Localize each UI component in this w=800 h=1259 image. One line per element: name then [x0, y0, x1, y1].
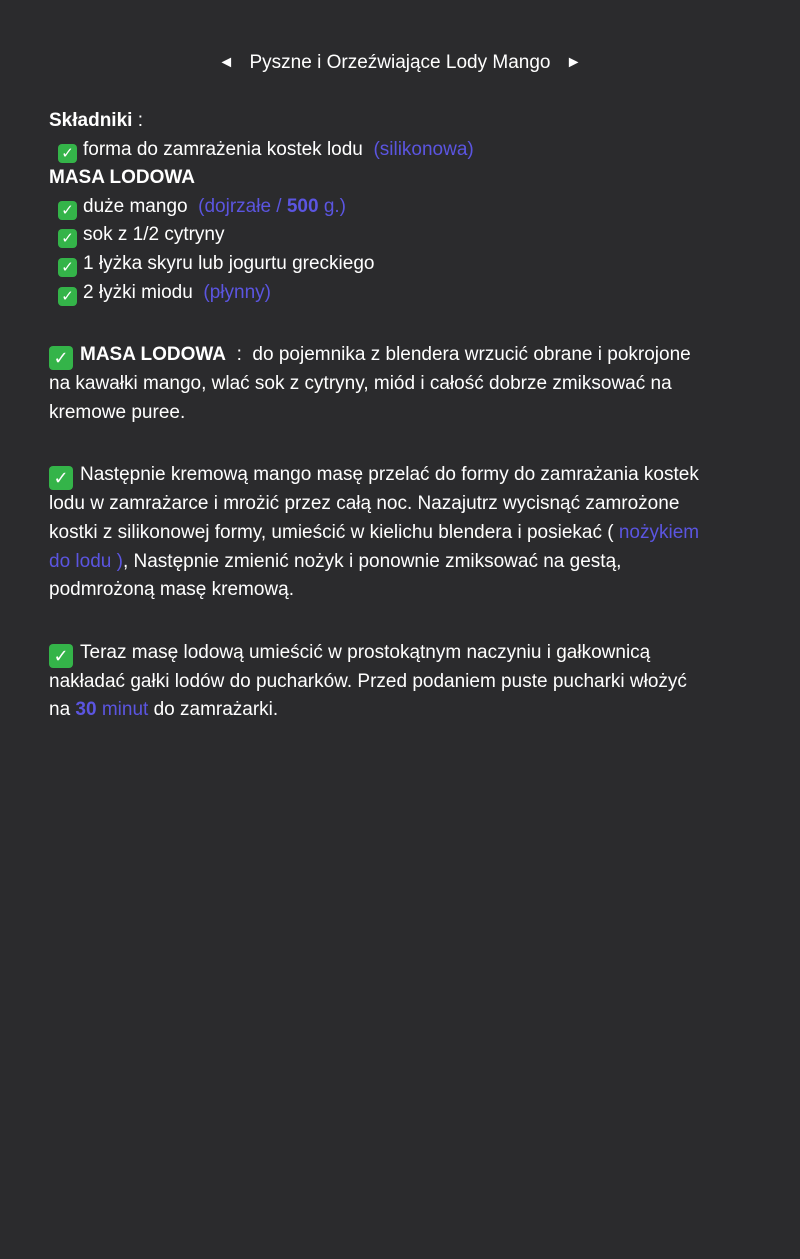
check-mark-icon: ✓: [58, 144, 77, 163]
ingredients-heading-line: [49, 107, 759, 136]
ingredient-text: duże mango: [83, 195, 188, 217]
step-1: [49, 341, 759, 427]
step-3: [49, 639, 759, 725]
step-2: [49, 461, 759, 604]
check-mark-icon: ✓: [58, 258, 77, 277]
ingredients-group-heading: MASA LODOWA: [49, 167, 196, 189]
ingredient-text: 2 łyżki miodu: [83, 281, 193, 303]
ingredient-text: 1 łyżka skyru lub jogurtu greckiego: [83, 252, 375, 274]
ingredient-item-skyr: [49, 250, 759, 279]
ingredient-item-honey: [49, 279, 759, 308]
step-1-text: na kawałki mango, wlać sok z cytryny, miód i całość dobrze zmiksować na: [49, 373, 672, 395]
previous-arrow-icon[interactable]: ◄: [218, 54, 235, 71]
ingredient-note: [198, 196, 346, 217]
step-2-text: kostki z silikonowej formy, umieścić w kielichu blendera i posiekać (: [49, 521, 619, 543]
step-3-text: nakładać gałki lodów do pucharków. Przed podaniem puste pucharki włożyć: [49, 670, 687, 692]
step-3-time-unit: minut: [96, 699, 149, 721]
ingredients-section: [49, 107, 759, 307]
step-1-text: kremowe puree.: [49, 401, 186, 423]
ingredient-item-lemon: [49, 221, 759, 250]
step-2-text: Następnie kremową mango masę przelać do formy do zamrażania kostek: [80, 464, 699, 486]
ingredient-note-pre: (dojrzałe /: [198, 195, 287, 217]
step-3-text: Teraz masę lodową umieścić w prostokątnym naczyniu i gałkownicą: [80, 641, 651, 663]
ingredients-heading-suffix: :: [132, 110, 143, 131]
recipe-title: Pyszne i Orzeźwiające Lody Mango: [249, 52, 551, 73]
ingredients-heading: Składniki: [49, 110, 133, 131]
recipe-title-bar: [0, 48, 800, 78]
check-mark-icon: ✓: [58, 201, 77, 220]
check-mark-icon: ✓: [58, 229, 77, 248]
check-mark-icon: ✓: [49, 644, 73, 668]
step-3-text: na: [49, 699, 76, 721]
step-1-text: do pojemnika z blendera wrzucić obrane i pokrojone: [252, 344, 691, 366]
step-1-label: MASA LODOWA: [80, 344, 227, 366]
step-2-text: podmrożoną masę kremową.: [49, 579, 294, 601]
next-arrow-icon[interactable]: ►: [565, 54, 582, 71]
recipe-content: [49, 107, 759, 725]
check-mark-icon: ✓: [49, 466, 73, 490]
ingredient-note-post: g.): [318, 195, 346, 217]
check-mark-icon: ✓: [58, 287, 77, 306]
step-2-highlight: nożykiem: [618, 521, 700, 543]
ingredient-text: forma do zamrażenia kostek lodu: [83, 138, 363, 160]
ingredient-note: (płynny): [203, 281, 271, 303]
check-mark-icon: ✓: [49, 346, 73, 370]
ingredient-item-mold: [49, 136, 759, 165]
ingredient-note: (silikonowa): [373, 138, 474, 160]
ingredient-item-mango: [49, 193, 759, 222]
step-3-text: do zamrażarki.: [148, 699, 279, 721]
step-3-time-value: 30: [75, 699, 97, 721]
step-2-text: , Następnie zmienić nożyk i ponownie zmiksować na gestą,: [122, 550, 622, 572]
ingredient-note-weight: 500: [286, 195, 319, 217]
step-1-separator: :: [226, 344, 253, 366]
step-2-text: lodu w zamrażarce i mrożić przez całą noc. Nazajutrz wycisnąć zamrożone: [49, 493, 680, 515]
step-2-highlight: do lodu ): [49, 550, 123, 572]
ingredient-text: sok z 1/2 cytryny: [83, 224, 225, 246]
